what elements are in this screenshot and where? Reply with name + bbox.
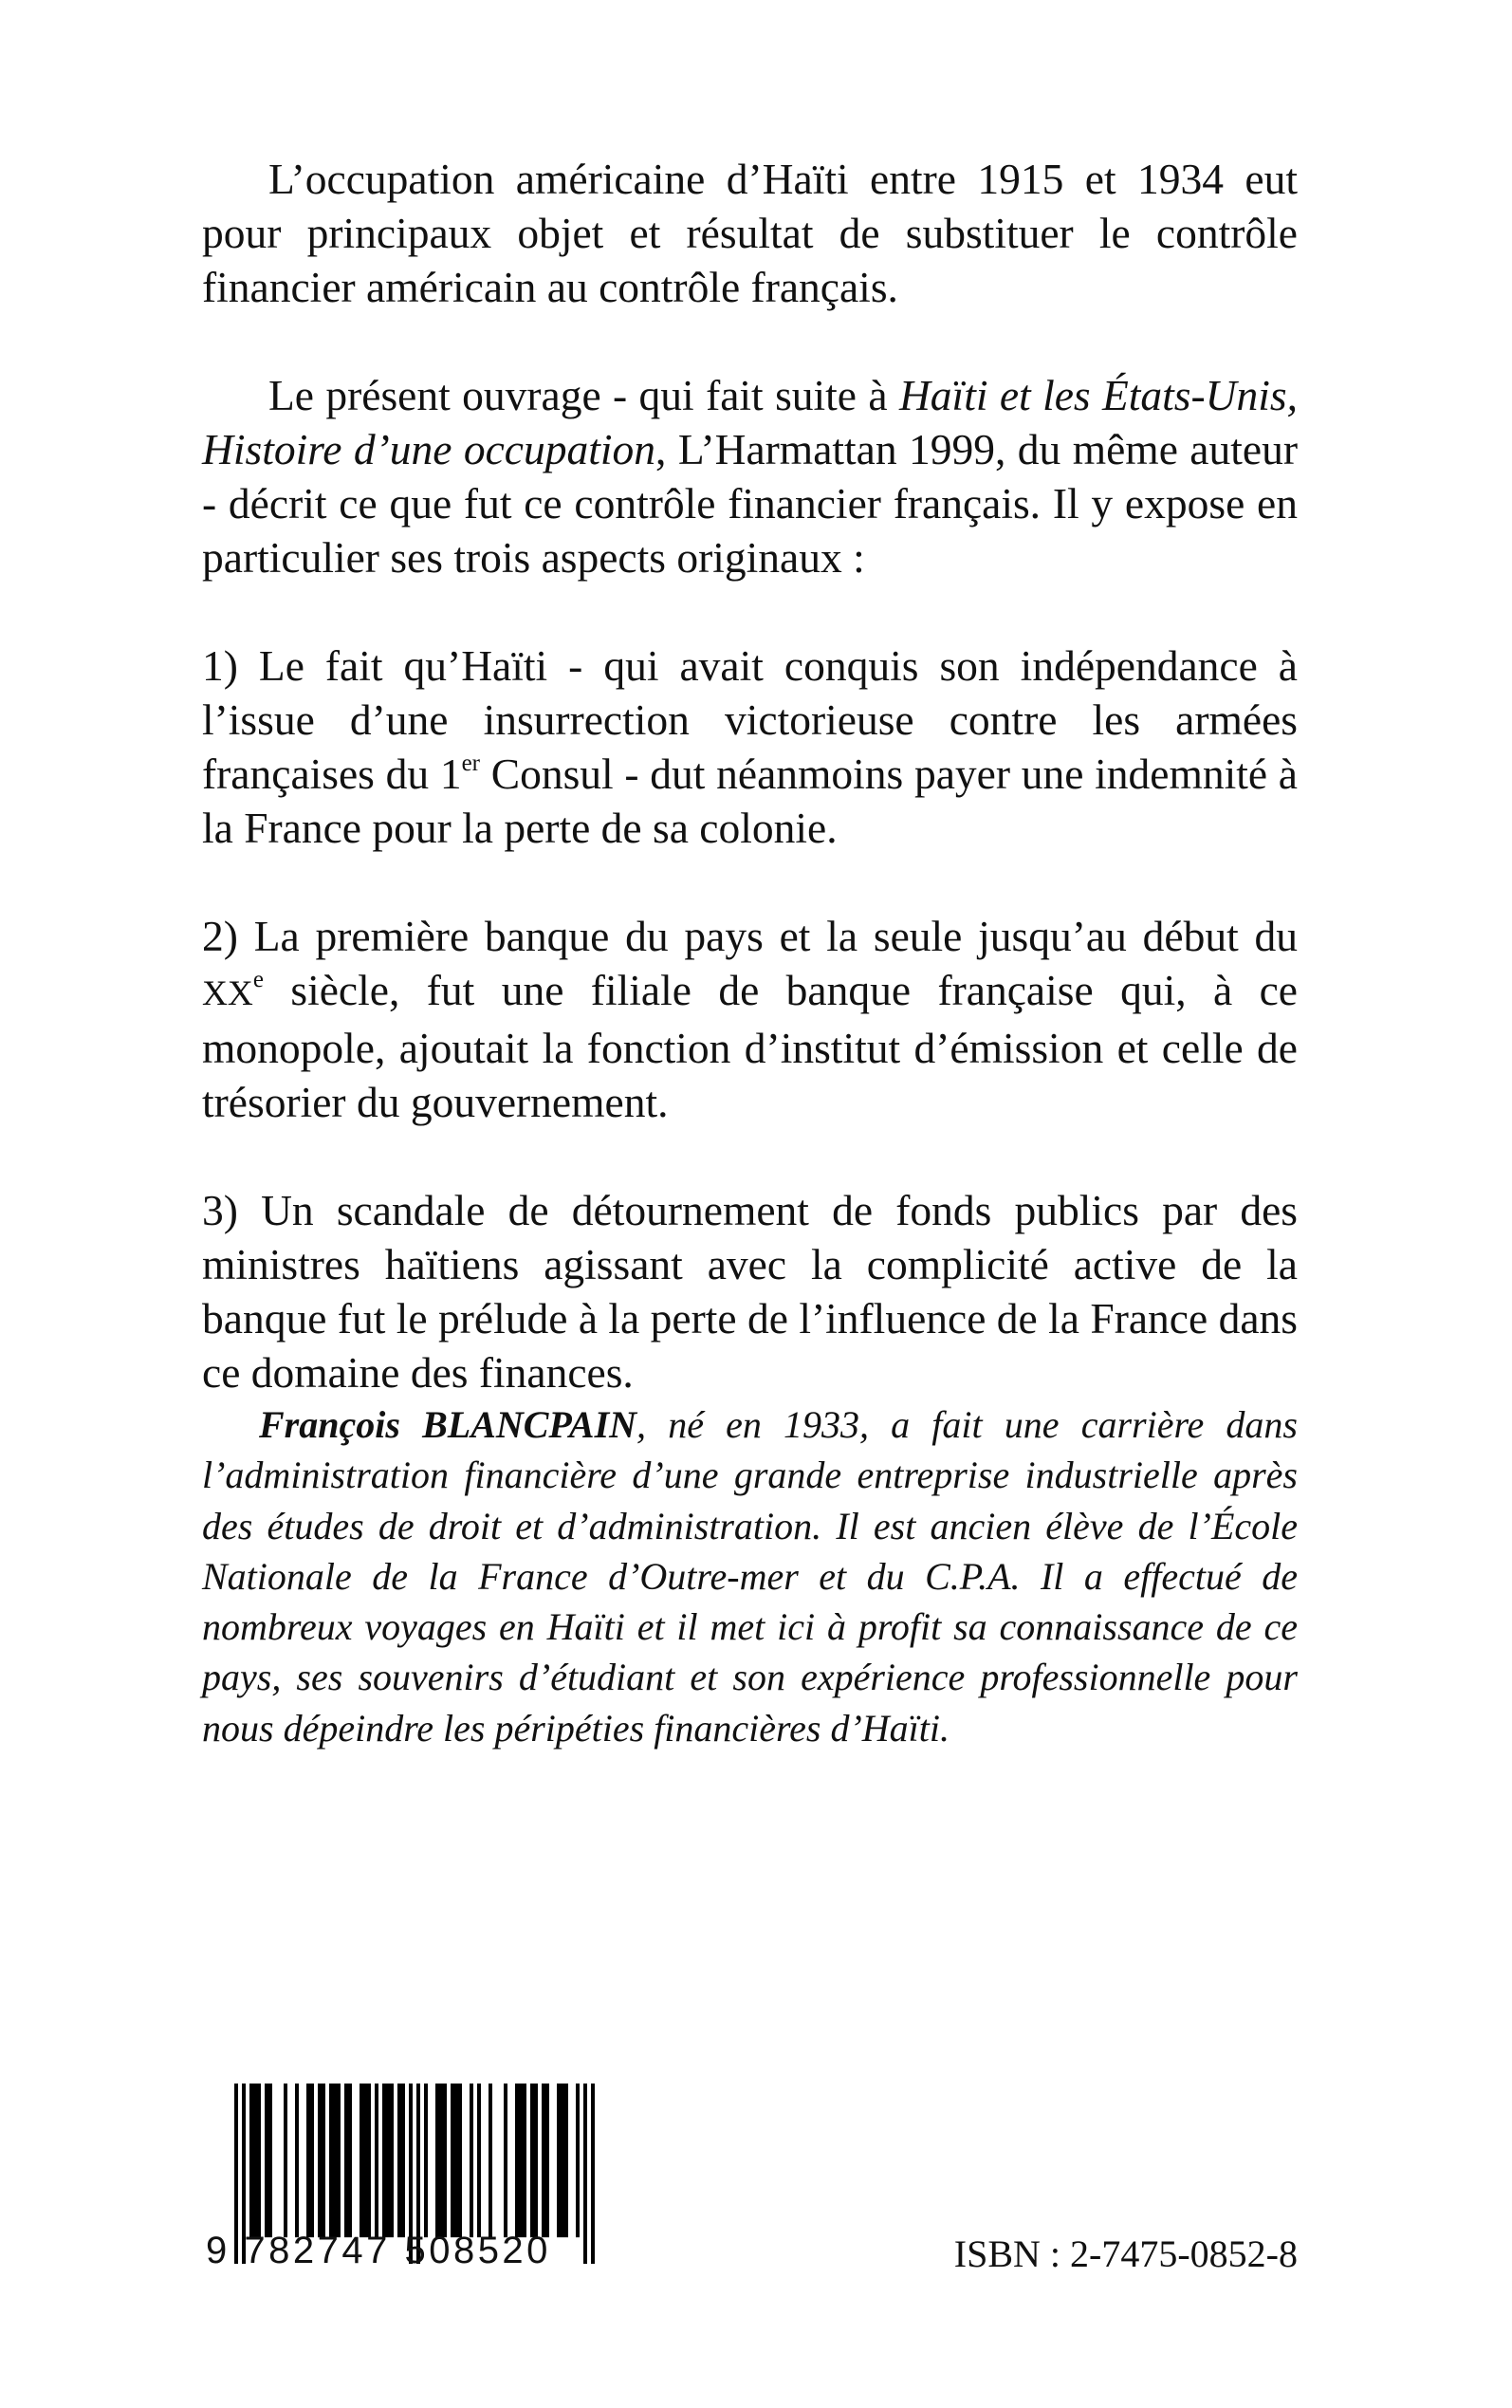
paragraph-intro <box>202 152 1298 314</box>
paragraph-point-3 <box>202 1183 1298 1399</box>
barcode-bar <box>295 2084 299 2237</box>
barcode-bar <box>329 2084 333 2237</box>
barcode-bar <box>265 2084 268 2237</box>
author-bio-text: , né en 1933, a fait une carrière dans l’administration financière d’une grande entreprise industrielle après des études de droit et d’administration. Il est ancien élève de l’École Nationale de la France d’Outre-mer et du C.P.A. Il a effectué de nombreux voyages en Haïti et il met ici à profit sa connaissance de ce pays, ses souvenirs d’étudiant et son expérience professionnelle pour nous dépeindre les péripéties financières d’Haïti. <box>202 1403 1298 1750</box>
barcode-bar <box>561 2084 564 2237</box>
barcode-bar <box>489 2084 492 2237</box>
barcode-bar <box>557 2084 561 2237</box>
back-cover-text <box>202 152 1298 1753</box>
barcode-bar <box>458 2084 462 2237</box>
paragraph-point-1-text-b: Consul - dut néanmoins payer une indemnité à la France pour la perte de sa colonie. <box>202 750 1298 852</box>
barcode-bar <box>363 2084 367 2237</box>
paragraph-point-2-text-b: siècle, fut une filiale de banque française qui, à ce monopole, ajoutait la fonction d’institut d’émission et celle de trésorier du gouvernement. <box>202 966 1298 1126</box>
barcode-bar <box>515 2084 519 2237</box>
barcode-bar <box>504 2084 507 2237</box>
barcode-bar <box>530 2084 534 2237</box>
barcode-bar <box>439 2084 443 2237</box>
paragraph-point-2 <box>202 909 1298 1129</box>
paragraph-point-2-text-a: 2) La première banque du pays et la seule jusqu’au début du <box>202 912 1298 960</box>
paragraph-present-work <box>202 368 1298 584</box>
cited-book-title: Haïti et les États-Unis, Histoire d’une occupation <box>202 371 1298 473</box>
barcode-bar <box>337 2084 341 2237</box>
barcode-bar <box>268 2084 272 2237</box>
author-name: François BLANCPAIN <box>259 1403 637 1446</box>
barcode-bar <box>477 2084 481 2237</box>
barcode-bar <box>367 2084 371 2237</box>
barcode-bar <box>310 2084 314 2237</box>
isbn-number: ISBN : 2-7475-0852-8 <box>953 2232 1298 2275</box>
barcode-bar <box>318 2084 322 2237</box>
barcode-bar <box>382 2084 386 2237</box>
barcode-bar <box>390 2084 394 2237</box>
barcode-bar <box>534 2084 538 2237</box>
barcode-bar <box>576 2084 580 2237</box>
century-numeral: XX <box>202 974 253 1013</box>
barcode-bar <box>344 2084 348 2237</box>
barcode-bar <box>386 2084 390 2237</box>
barcode-bar <box>322 2084 325 2237</box>
barcode-bar <box>253 2084 257 2237</box>
barcode-bar <box>435 2084 439 2237</box>
author-bio <box>202 1399 1298 1753</box>
paragraph-intro-text: L’occupation américaine d’Haïti entre 1915 et 1934 eut pour principaux objet et résultat de substituer le contrôle financier américain au contrôle français. <box>202 155 1298 311</box>
barcode-bar <box>454 2084 458 2237</box>
barcode-bar <box>523 2084 526 2237</box>
barcode-bar <box>397 2084 401 2237</box>
paragraph-point-1 <box>202 639 1298 855</box>
barcode-bar <box>545 2084 549 2237</box>
barcode-bar <box>443 2084 447 2237</box>
barcode-bar <box>519 2084 523 2237</box>
barcode-digits: 9 782747 508520 <box>206 2230 551 2271</box>
barcode-bar <box>333 2084 337 2237</box>
barcode-bar <box>564 2084 568 2237</box>
barcode-bar <box>542 2084 545 2237</box>
paragraph-present-work-text-b: , L’Harmattan 1999, du même auteur - décrit ce que fut ce contrôle financier français. Il y expose en particulier ses trois aspects originaux : <box>202 425 1298 582</box>
paragraph-point-1-text-a: 1) Le fait qu’Haïti - qui avait conquis son indépendance à l’issue d’une insurrection victorieuse contre les armées françaises du 1 <box>202 641 1298 798</box>
barcode-bar <box>360 2084 363 2237</box>
superscript-e: e <box>252 967 264 993</box>
barcode-bar <box>470 2084 473 2237</box>
barcode-bar <box>401 2084 405 2237</box>
barcode-bar <box>249 2084 253 2237</box>
superscript-er: er <box>461 750 481 777</box>
barcode-bar <box>284 2084 287 2237</box>
barcode-bar <box>424 2084 428 2237</box>
barcode-bar <box>451 2084 454 2237</box>
barcode-bar <box>306 2084 310 2237</box>
barcode-bar <box>348 2084 352 2237</box>
barcode-bar <box>257 2084 261 2237</box>
paragraph-present-work-text-a: Le présent ouvrage - qui fait suite à <box>268 371 899 419</box>
paragraph-point-3-text: 3) Un scandale de détournement de fonds publics par des ministres haïtiens agissant avec la complicité active de la banque fut le prélude à la perte de l’influence de la France dans ce domaine des finances. <box>202 1186 1298 1397</box>
barcode-bar <box>375 2084 378 2237</box>
